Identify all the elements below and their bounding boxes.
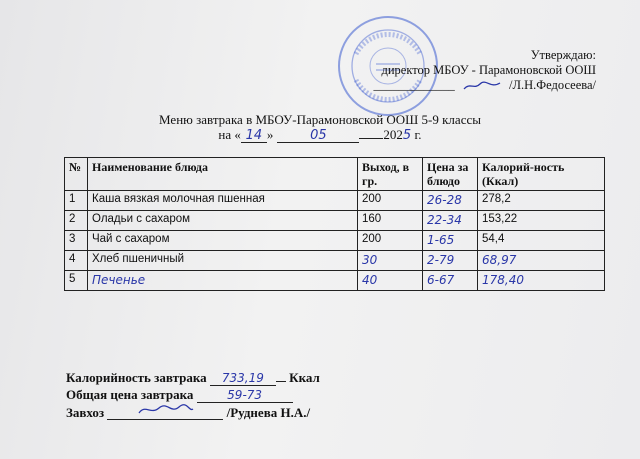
date-year-digit: 5 — [402, 128, 412, 143]
table-row: 2 Оладьи с сахаром 160 22-34 153,22 — [65, 211, 605, 231]
menu-footer — [66, 369, 320, 421]
header-dish-name: Наименование блюда — [88, 158, 358, 191]
approval-position: директор МБОУ - Парамоновской ООШ — [381, 63, 596, 77]
footer-price: Общая цена завтрака 59-73 — [66, 386, 320, 403]
price-total: 59-73 — [197, 389, 293, 403]
menu-date-line: на « 14 » 05 2025 г. — [218, 127, 422, 143]
table-row: 3 Чай с сахаром 200 1-65 54,4 — [65, 231, 605, 251]
table-header-row — [65, 158, 605, 191]
approval-signature-blank: _____________ — [373, 78, 455, 92]
table-row: 5 Печенье 40 6-67 178,40 — [65, 271, 605, 291]
header-price: Цена за блюдо — [423, 158, 478, 191]
header-number: № — [65, 158, 88, 191]
manager-signature — [135, 403, 195, 417]
menu-table — [64, 157, 605, 291]
menu-title-main: Меню завтрака в МБОУ-Парамоновской ООШ 5-9 классы — [159, 112, 481, 127]
calories-total: 733,19 — [210, 372, 276, 386]
footer-calories: Калорийность завтрака 733,19 Ккал — [66, 370, 320, 385]
manager-name: /Руднева Н.А./ — [226, 405, 311, 420]
footer-manager: Завхоз /Руднева Н.А./ — [66, 405, 311, 420]
approval-heading: Утверждаю: — [530, 48, 596, 62]
approval-signature-line — [374, 78, 596, 93]
header-yield: Выход, в гр. — [358, 158, 423, 191]
table-row: 1 Каша вязкая молочная пшенная 200 26-28 278,2 — [65, 191, 605, 211]
approval-block — [374, 48, 596, 93]
director-name: /Л.Н.Федосеева/ — [509, 78, 596, 92]
date-day: 14 — [241, 129, 267, 143]
date-month: 05 — [277, 129, 359, 143]
menu-title — [0, 112, 640, 143]
header-calories: Калорий-ность (Ккал) — [478, 158, 605, 191]
table-row: 4 Хлеб пшеничный 30 2-79 68,97 — [65, 251, 605, 271]
director-signature — [462, 80, 502, 92]
